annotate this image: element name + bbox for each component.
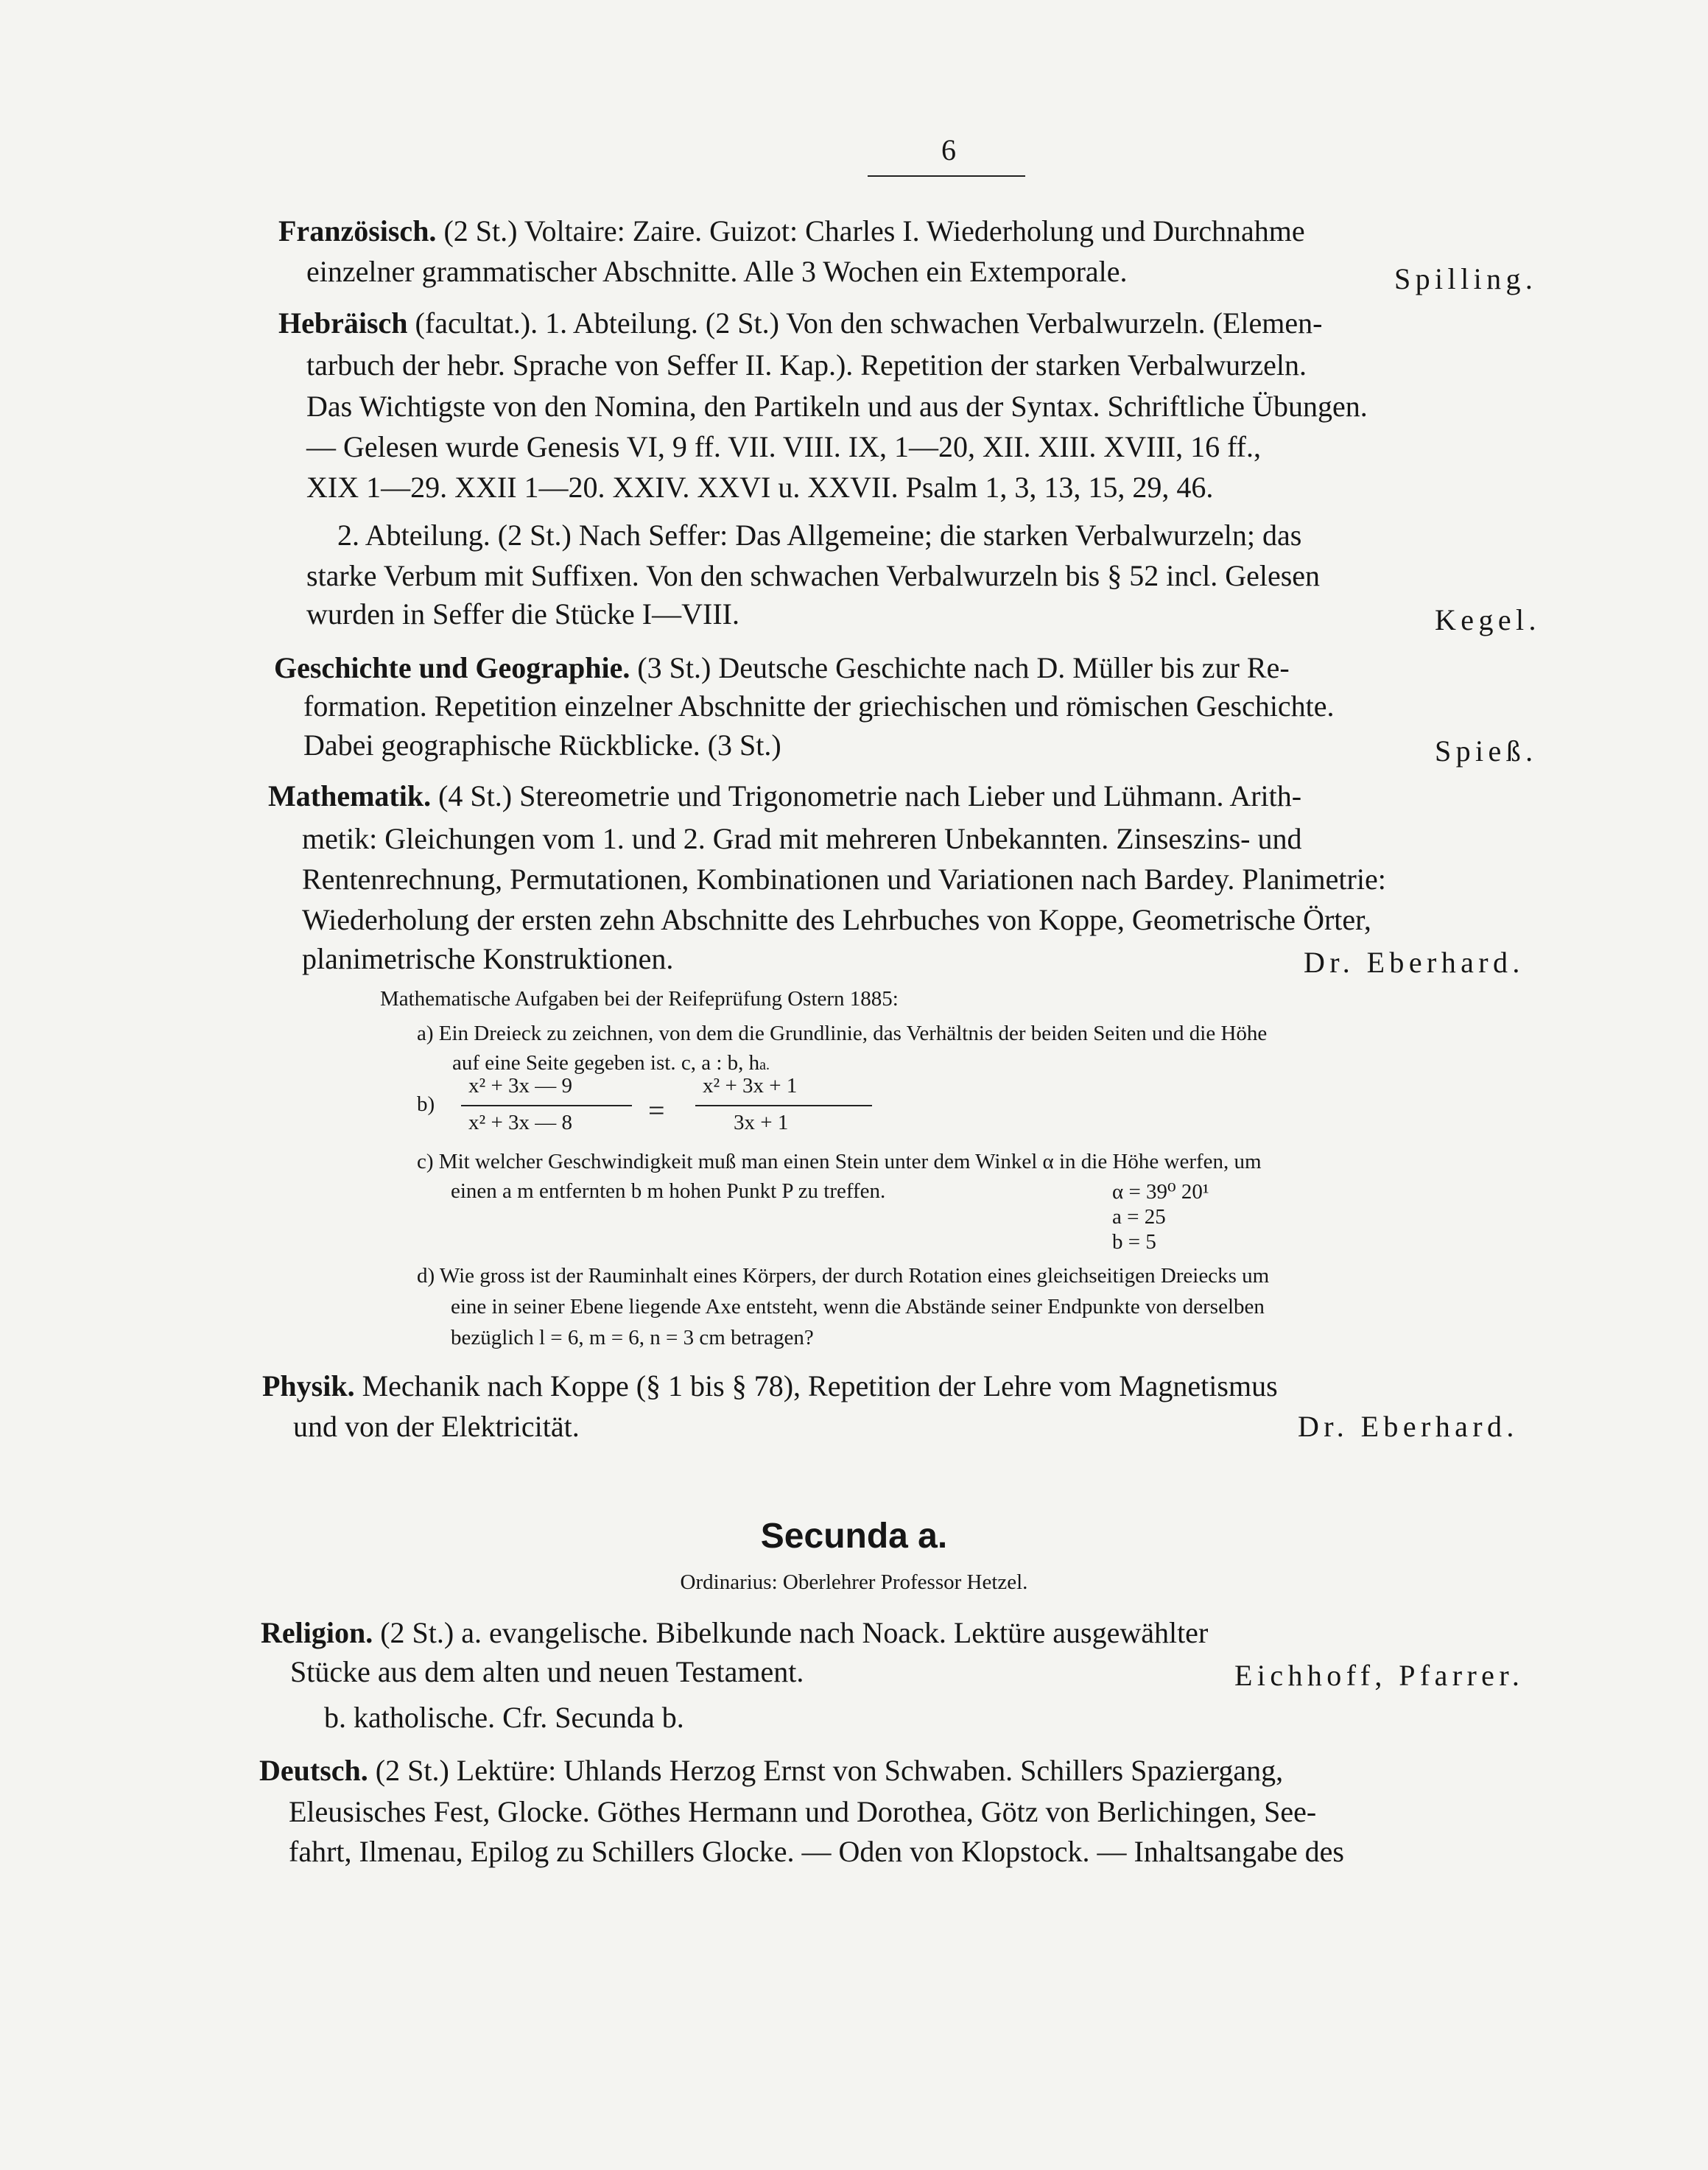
- religion-teacher: Eichhoff, Pfarrer.: [1234, 1659, 1525, 1692]
- math-title: Mathematik.: [268, 779, 432, 812]
- hebr-line-3: Das Wichtigste von den Nomina, den Partikeln und aus der Syntax. Schriftliche Übungen.: [306, 390, 1368, 423]
- physik-line-1: Physik. Mechanik nach Koppe (§ 1 bis § 78), Repetition der Lehre vom Magnetismus: [262, 1369, 1278, 1402]
- physik-title: Physik.: [262, 1369, 355, 1402]
- hebr-line-8: wurden in Seffer die Stücke I—VIII.: [306, 597, 739, 631]
- aufgabe-a-line-2: auf eine Seite gegeben ist. c, a : b, ha.: [452, 1051, 770, 1075]
- hebr-teacher: Kegel.: [1435, 603, 1541, 636]
- aufgabe-b-fraction-bar-right: [695, 1105, 872, 1106]
- aufgabe-d-line-2: eine in seiner Ebene liegende Axe entsteht, wenn die Abstände seiner Endpunkte von derselben: [451, 1295, 1265, 1318]
- deutsch-line-3: fahrt, Ilmenau, Epilog zu Schillers Glocke. — Oden von Klopstock. — Inhaltsangabe des: [289, 1835, 1344, 1868]
- hebr-line-5: XIX 1—29. XXII 1—20. XXIV. XXVI u. XXVII. Psalm 1, 3, 13, 15, 29, 46.: [306, 471, 1214, 504]
- deutsch-line-2: Eleusisches Fest, Glocke. Göthes Hermann und Dorothea, Götz von Berlichingen, See-: [289, 1795, 1317, 1828]
- math-line-4: Wiederholung der ersten zehn Abschnitte des Lehrbuches von Koppe, Geometrische Örter,: [302, 903, 1371, 936]
- aufgabe-c-alpha: α = 39⁰ 20¹: [1112, 1180, 1209, 1204]
- aufgabe-c-b: b = 5: [1112, 1230, 1156, 1254]
- physik-teacher: Dr. Eberhard.: [1298, 1410, 1519, 1443]
- franz-line-1: Französisch. (2 St.) Voltaire: Zaire. Guizot: Charles I. Wiederholung und Durchnahme: [278, 214, 1305, 247]
- gesch-teacher: Spieß.: [1435, 734, 1538, 768]
- aufgabe-b-denominator-left: x² + 3x — 8: [468, 1111, 573, 1134]
- aufgabe-b-label: b): [417, 1092, 435, 1116]
- math-line-1: Mathematik. (4 St.) Stereometrie und Trigonometrie nach Lieber und Lühmann. Arith-: [268, 779, 1302, 812]
- franz-line-2: einzelner grammatischer Abschnitte. Alle 3 Wochen ein Extemporale.: [306, 255, 1128, 288]
- math-line-3: Rentenrechnung, Permutationen, Kombinationen und Variationen nach Bardey. Planimetrie:: [302, 863, 1386, 896]
- physik-line-2: und von der Elektricität.: [293, 1410, 580, 1443]
- aufgabe-d-line-1: d) Wie gross ist der Rauminhalt eines Körpers, der durch Rotation eines gleichseitigen Dreiecks um: [417, 1264, 1270, 1288]
- math-line-2: metik: Gleichungen vom 1. und 2. Grad mit mehreren Unbekannten. Zinseszins- und: [302, 822, 1302, 855]
- aufgabe-b-fraction-bar-left: [461, 1105, 632, 1106]
- hebr-line-4: — Gelesen wurde Genesis VI, 9 ff. VII. VIII. IX, 1—20, XII. XIII. XVIII, 16 ff.,: [306, 430, 1261, 463]
- gesch-line-3: Dabei geographische Rückblicke. (3 St.): [303, 728, 781, 762]
- aufgabe-b-numerator-left: x² + 3x — 9: [468, 1074, 573, 1098]
- aufgabe-c-a: a = 25: [1112, 1205, 1166, 1229]
- gesch-line-1: Geschichte und Geographie. (3 St.) Deutsche Geschichte nach D. Müller bis zur Re-: [274, 651, 1290, 684]
- hebr-line-6: 2. Abteilung. (2 St.) Nach Seffer: Das Allgemeine; die starken Verbalwurzeln; das: [337, 519, 1302, 552]
- aufgabe-b-numerator-right: x² + 3x + 1: [703, 1074, 798, 1098]
- aufgabe-c-line-2: einen a m entfernten b m hohen Punkt P zu treffen.: [451, 1179, 886, 1203]
- religion-line-1: Religion. (2 St.) a. evangelische. Bibelkunde nach Noack. Lektüre ausgewählter: [261, 1616, 1209, 1649]
- aufgabe-b-equals: =: [648, 1094, 665, 1127]
- franz-title: Französisch.: [278, 214, 437, 247]
- franz-teacher: Spilling.: [1394, 262, 1538, 295]
- gesch-line-2: formation. Repetition einzelner Abschnitte der griechischen und römischen Geschichte.: [303, 689, 1335, 723]
- aufgabe-a-line-1: a) Ein Dreieck zu zeichnen, von dem die Grundlinie, das Verhältnis der beiden Seiten und die Höhe: [417, 1022, 1268, 1045]
- gesch-title: Geschichte und Geographie.: [274, 651, 630, 684]
- aufgabe-d-line-3: bezüglich l = 6, m = 6, n = 3 cm betragen?: [451, 1326, 814, 1349]
- aufgaben-title: Mathematische Aufgaben bei der Reifeprüfung Ostern 1885:: [380, 987, 899, 1011]
- aufgabe-c-line-1: c) Mit welcher Geschwindigkeit muß man einen Stein unter dem Winkel α in die Höhe werfen, um: [417, 1150, 1262, 1173]
- deutsch-title: Deutsch.: [259, 1754, 368, 1787]
- section-heading: Secunda a.: [760, 1517, 948, 1556]
- hebr-line-7: starke Verbum mit Suffixen. Von den schwachen Verbalwurzeln bis § 52 incl. Gelesen: [306, 559, 1321, 592]
- religion-line-3: b. katholische. Cfr. Secunda b.: [324, 1701, 684, 1734]
- page-number-rule: [868, 175, 1025, 177]
- hebr-title: Hebräisch: [278, 306, 408, 340]
- math-teacher: Dr. Eberhard.: [1304, 946, 1525, 979]
- hebr-line-2: tarbuch der hebr. Sprache von Seffer II. Kap.). Repetition der starken Verbalwurzeln.: [306, 348, 1307, 382]
- math-line-5: planimetrische Konstruktionen.: [302, 942, 674, 975]
- ordinarius-line: Ordinarius: Oberlehrer Professor Hetzel.: [680, 1570, 1028, 1594]
- aufgabe-b-denominator-right: 3x + 1: [734, 1111, 789, 1134]
- page-number: 6: [941, 133, 956, 166]
- hebr-line-1: Hebräisch (facultat.). 1. Abteilung. (2 St.) Von den schwachen Verbalwurzeln. (Elemen-: [278, 306, 1323, 340]
- religion-line-2: Stücke aus dem alten und neuen Testament.: [290, 1655, 804, 1688]
- religion-title: Religion.: [261, 1616, 373, 1649]
- deutsch-line-1: Deutsch. (2 St.) Lektüre: Uhlands Herzog Ernst von Schwaben. Schillers Spaziergang,: [259, 1754, 1284, 1787]
